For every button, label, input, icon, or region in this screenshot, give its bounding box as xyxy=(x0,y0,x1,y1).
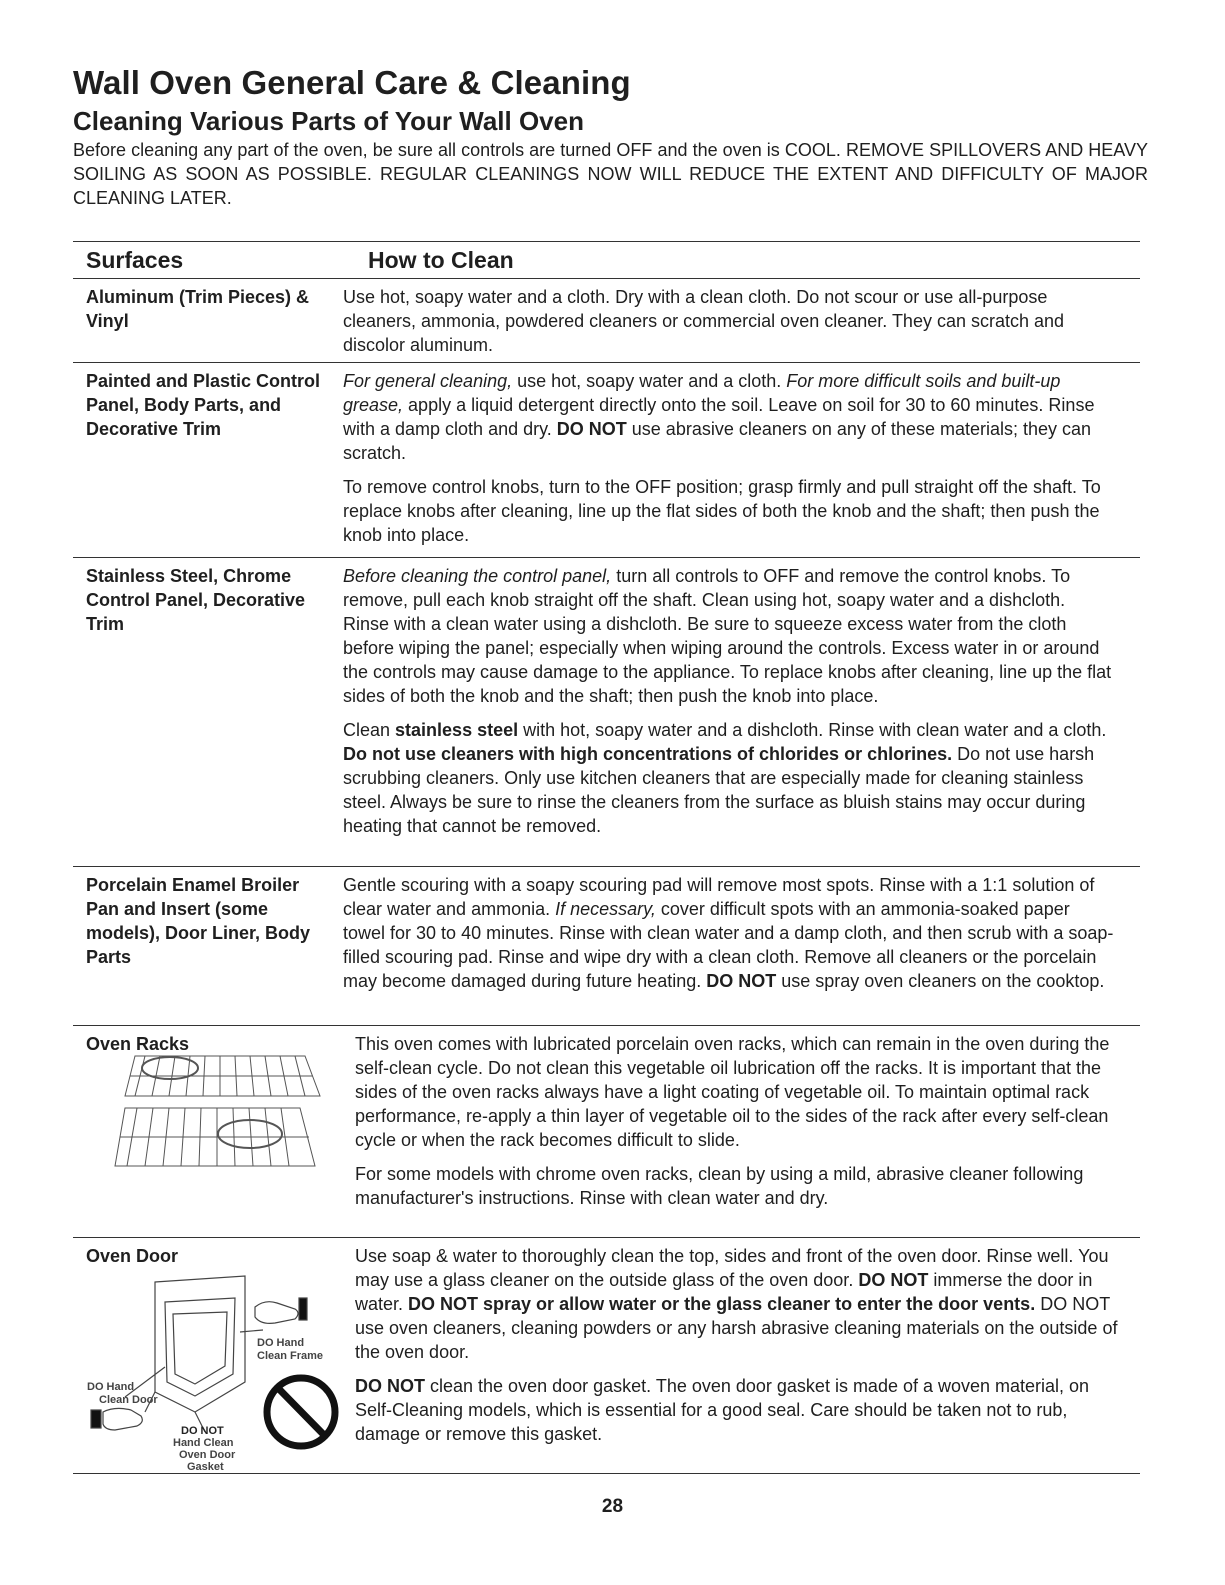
cleaning-table xyxy=(73,241,1140,1474)
svg-text:Clean Door: Clean Door xyxy=(99,1394,158,1406)
instruction-paragraph: For general cleaning, use hot, soapy water and a cloth. For more difficult soils and built-up grease, apply a liquid detergent directly onto the soil. Leave on soil for 30 to 60 minutes. Rinse with a damp cloth and dry. DO NOT use abrasive cleaners on any of these materials; they can scratch. xyxy=(343,371,1095,463)
instruction-paragraph: Use soap & water to thoroughly clean the top, sides and front of the oven door. Rinse well. You may use a glass cleaner on the outside glass of the oven door. DO NOT immerse the door in water. DO NOT spray or allow water or the glass cleaner to enter the door vents. DO NOT use oven cleaners, cleaning powders or any harsh abrasive cleaning materials on the outside of the oven door. xyxy=(355,1246,1118,1362)
how-to-clean-text xyxy=(343,558,1115,866)
instruction-paragraph: DO NOT clean the oven door gasket. The oven door gasket is made of a woven material, on Self-Cleaning models, which is essential for a good seal. Care should be taken not to rub, damage or remove this gasket. xyxy=(355,1376,1090,1444)
page-title: Wall Oven General Care & Cleaning xyxy=(73,64,631,101)
table-header xyxy=(73,242,1140,278)
surface-cell xyxy=(73,1238,355,1473)
table-row xyxy=(73,557,1140,866)
column-header-how-to-clean: How to Clean xyxy=(368,246,514,273)
table-row xyxy=(73,866,1140,1025)
table-row xyxy=(73,278,1140,362)
instruction-paragraph: Clean stainless steel with hot, soapy water and a dishcloth. Rinse with clean water and a cloth. Do not use cleaners with high concentrations of chlorides or chlorines. Do not use harsh scrubbing cleaners. Only use kitchen cleaners that are especially made for cleaning stainless steel. Always be sure to rinse the cleaners from the surface as bluish stains may occur during heating that cannot be removed. xyxy=(343,720,1107,836)
intro-paragraph: Before cleaning any part of the oven, be sure all controls are turned OFF and the oven is COOL. REMOVE SPILLOVERS AND HEAVY SOILING AS SOON AS POSSIBLE. REGULAR CLEANINGS NOW WILL REDUCE THE EXTENT AND DIFFICULTY OF MAJOR CLEANING LATER. xyxy=(73,140,1148,208)
surface-name: Oven Racks xyxy=(86,1034,190,1054)
how-to-clean-text xyxy=(355,1238,1127,1473)
instruction-paragraph: Before cleaning the control panel, turn all controls to OFF and remove the control knobs. To remove, pull each knob straight off the shaft. Clean using hot, soapy water and a dishcloth. Rinse with a clean water using a dishcloth. Be sure to squeeze excess water from the cloth before wiping the panel; especially when wiping around the controls. Excess water in or around the controls may cause damage to the appliance. To replace knobs after cleaning, line up the flat sides of both the knob and the shaft; then push the knob into place. xyxy=(343,566,1112,706)
instruction-paragraph: Use hot, soapy water and a cloth. Dry with a clean cloth. Do not scour or use all-purpose cleaners, ammonia, powdered cleaners or commercial oven cleaner. They can scratch and discolor aluminum. xyxy=(343,287,1065,355)
svg-text:Oven Door: Oven Door xyxy=(179,1449,236,1461)
section-title: Cleaning Various Parts of Your Wall Oven xyxy=(73,106,584,136)
surface-name: Aluminum (Trim Pieces) & Vinyl xyxy=(86,287,310,331)
svg-text:Clean Frame: Clean Frame xyxy=(257,1350,324,1362)
surface-name: Stainless Steel, Chrome Control Panel, Decorative Trim xyxy=(86,566,306,634)
how-to-clean-text xyxy=(343,279,1115,362)
instruction-paragraph: To remove control knobs, turn to the OFF position; grasp firmly and pull straight off the shaft. To replace knobs after cleaning, line up the flat sides of both the knob and the shaft; then push the knob into place. xyxy=(343,477,1101,545)
instruction-paragraph: For some models with chrome oven racks, clean by using a mild, abrasive cleaner following manufacturer's instructions. Rinse with clean water and dry. xyxy=(355,1164,1084,1208)
label-do-hand-clean-frame: DO Hand xyxy=(257,1337,305,1349)
column-header-surfaces: Surfaces xyxy=(86,246,184,273)
instruction-paragraph: Gentle scouring with a soapy scouring pad will remove most spots. Rinse with a 1:1 solution of clear water and ammonia. If necessary, cover difficult spots with an ammonia-soaked paper towel for 30 to 40 minutes. Rinse with clean water and a damp cloth, and then scrub with a soap-filled scouring pad. Rinse and wipe dry with a clean cloth. Remove all cleaners or the porcelain may become damaged during future heating. DO NOT use spray oven cleaners on the cooktop. xyxy=(343,875,1114,991)
surface-name: Oven Door xyxy=(86,1246,179,1266)
page-number: 28 xyxy=(601,1496,624,1517)
surface-name: Porcelain Enamel Broiler Pan and Insert (some models), Door Liner, Body Parts xyxy=(86,875,311,967)
label-do-hand-clean-door: DO Hand xyxy=(87,1381,135,1393)
svg-text:Gasket: Gasket xyxy=(187,1461,224,1472)
label-do-not-hand-clean-gasket: DO NOT xyxy=(181,1425,224,1437)
how-to-clean-text xyxy=(343,867,1115,1025)
svg-text:Hand Clean: Hand Clean xyxy=(173,1437,234,1449)
how-to-clean-text xyxy=(355,1026,1127,1237)
oven-door-illustration xyxy=(85,1262,355,1472)
instruction-paragraph: This oven comes with lubricated porcelain oven racks, which can remain in the oven during the self-clean cycle. Do not clean this vegetable oil lubrication off the racks. It is important that the sides of the oven racks always have a light coating of vegetable oil. To maintain optimal rack performance, re-apply a thin layer of vegetable oil to the sides of the rack after every self-clean cycle or when the rack becomes difficult to slide. xyxy=(355,1034,1110,1150)
table-row xyxy=(73,1237,1140,1473)
surface-cell xyxy=(73,1026,355,1237)
table-row xyxy=(73,362,1140,557)
how-to-clean-text xyxy=(343,363,1115,557)
surface-name: Painted and Plastic Control Panel, Body Parts, and Decorative Trim xyxy=(86,371,321,439)
table-row xyxy=(73,1025,1140,1237)
oven-racks-illustration xyxy=(105,1046,325,1176)
